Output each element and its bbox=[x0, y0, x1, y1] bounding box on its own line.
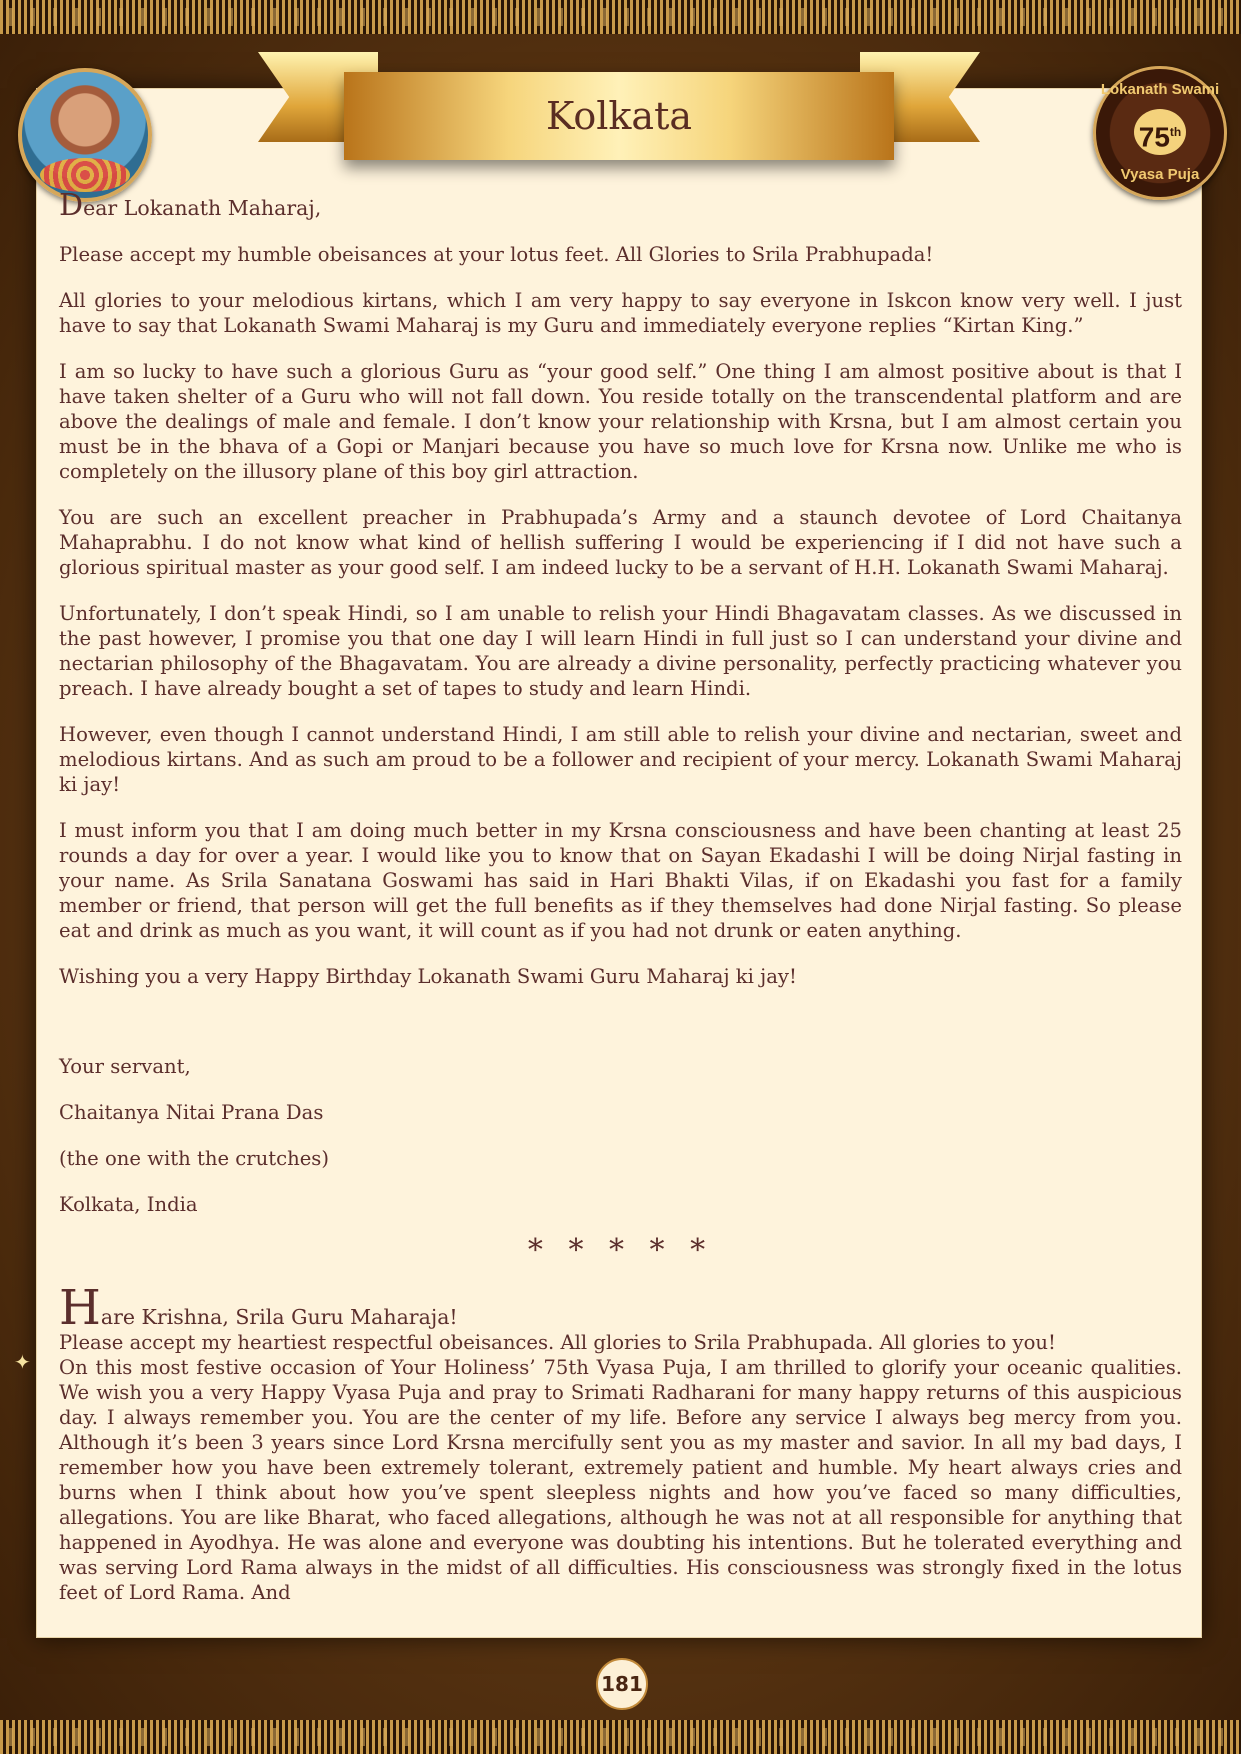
section-separator: * * * * * bbox=[527, 1233, 714, 1268]
garland-decoration bbox=[40, 158, 130, 192]
letter-body bbox=[59, 188, 1182, 1605]
seal-number: 75th bbox=[1134, 109, 1186, 155]
signoff: Your servant, bbox=[59, 1055, 191, 1078]
dropcap: H bbox=[59, 1280, 101, 1336]
paragraph: However, even though I cannot understand Hindi, I am still able to relish your divine and nectarian, sweet and melodious kirtans. And as such am proud to be a follower and recipient of your mercy. Lokanath Swami Maharaj ki jay! bbox=[59, 723, 1182, 796]
ribbon-band bbox=[344, 72, 894, 160]
paragraph: I must inform you that I am doing much better in my Krsna consciousness and have been chanting at least 25 rounds a day for over a year. I would like you to know that on Sayan Ekadashi I will be doing Nirjal fasting in your name. As Srila Sanatana Goswami has said in Hari Bhakti Vilas, if on Ekadashi you fast for a family member or friend, that person will get the full benefits as if they themselves had done Nirjal fasting. So please eat and drink as much as you want, it will count as if you had not drunk or eaten anything. bbox=[59, 819, 1182, 942]
dropcap: D bbox=[59, 188, 84, 223]
signature-name: Chaitanya Nitai Prana Das bbox=[59, 1101, 324, 1124]
signature-place: Kolkata, India bbox=[59, 1193, 198, 1216]
title-ribbon bbox=[258, 52, 980, 172]
spacer bbox=[59, 1010, 1182, 1054]
paragraph: On this most festive occasion of Your Holiness’ 75th Vyasa Puja, I am thrilled to glorify your oceanic qualities. We wish you a very Happy Vyasa Puja and pray to Srimati Radharani for many happy returns of this auspicious day. I always remember you. You are the center of my life. Before any service I always beg mercy from you. Although it’s been 3 years since Lord Krsna mercifully sent you as my master and savior. In all my bad days, I remember how you have been extremely tolerant, extremely patient and humble. My heart always cries and burns when I think about how you’ve spent sleepless nights and how you’ve faced so many difficulties, allegations. You are like Bharat, who faced allegations, although he was not at all responsible for anything that happened in Ayodhya. He was alone and everyone was doubting his intentions. But he tolerated everything and was serving Lord Rama always in the midst of all difficulties. His consciousness was strongly fixed in the lotus feet of Lord Rama. And bbox=[59, 1356, 1182, 1604]
guru-portrait bbox=[18, 68, 152, 202]
paragraph: Please accept my humble obeisances at your lotus feet. All Glories to Srila Prabhupada! bbox=[59, 243, 934, 266]
paragraph: Wishing you a very Happy Birthday Lokanath Swami Guru Maharaj ki jay! bbox=[59, 965, 797, 988]
seal-top-text: Lokanath Swami bbox=[1100, 81, 1220, 98]
letter1-greeting: Dear Lokanath Maharaj, bbox=[59, 188, 322, 223]
bottom-border bbox=[0, 1720, 1241, 1754]
top-border bbox=[0, 0, 1241, 34]
sparkle-icon: ✦ bbox=[14, 1350, 31, 1374]
paragraph: Please accept my heartiest respectful obeisances. All glories to Srila Prabhupada. All glories to you! bbox=[59, 1331, 1056, 1354]
signature-note: (the one with the crutches) bbox=[59, 1147, 329, 1170]
paragraph: Unfortunately, I don’t speak Hindi, so I am unable to relish your Hindi Bhagavatam classes. As we discussed in the past however, I promise you that one day I will learn Hindi in full just so I can understand your divine and nectarian philosophy of the Bhagavatam. You are already a divine personality, perfectly practicing whatever you preach. I have already bought a set of tapes to study and learn Hindi. bbox=[59, 602, 1182, 700]
letter2-greeting: Hare Krishna, Srila Guru Maharaja! bbox=[59, 1280, 458, 1336]
seal-bottom-text: Vyasa Puja bbox=[1120, 166, 1200, 183]
page-number: 181 bbox=[596, 1658, 648, 1710]
paragraph: All glories to your melodious kirtans, which I am very happy to say everyone in Iskcon know very well. I just have to say that Lokanath Swami Maharaj is my Guru and immediately everyone replies “Kirtan King.” bbox=[59, 289, 1182, 337]
page-title: Kolkata bbox=[545, 94, 692, 138]
letter2 bbox=[59, 1280, 1182, 1605]
paragraph: I am so lucky to have such a glorious Guru as “your good self.” One thing I am almost positive about is that I have taken shelter of a Guru who will not fall down. You reside totally on the transcendental platform and are above the dealings of male and female. I don’t know your relationship with Krsna, but I am almost certain you must be in the bhava of a Gopi or Manjari because you have so much love for Krsna now. Unlike me who is completely on the illusory plane of this boy girl attraction. bbox=[59, 360, 1182, 483]
paragraph: You are such an excellent preacher in Prabhupada’s Army and a staunch devotee of Lord Chaitanya Mahaprabhu. I do not know what kind of hellish suffering I would be experiencing if I did not have such a glorious spiritual master as your good self. I am indeed lucky to be a servant of H.H. Lokanath Swami Maharaj. bbox=[59, 506, 1182, 579]
anniversary-seal bbox=[1093, 66, 1227, 200]
